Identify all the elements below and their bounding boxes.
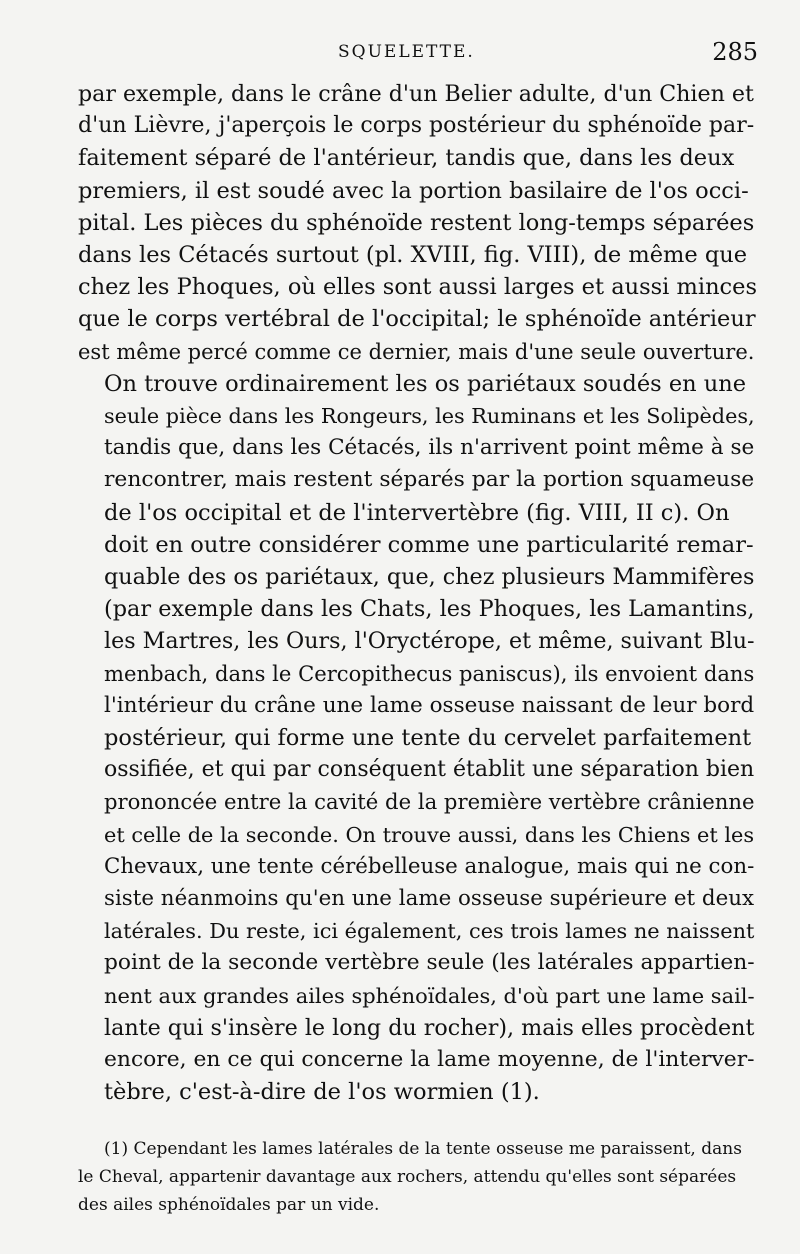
text-line: rencontrer, mais restent séparés par la portion squameuse (104, 467, 755, 493)
paragraph-1 (78, 78, 758, 368)
text-line: On trouve ordinairement les os pariétaux soudés en une (104, 370, 747, 397)
text-line: nent aux grandes ailes sphénoïdales, d'où part une lame sail- (104, 983, 755, 1008)
text-line: menbach, dans le Cercopithecus paniscus), ils envoient dans (104, 660, 755, 686)
footnote-line: des ailes sphénoïdales par un vide. (78, 1195, 380, 1215)
text-line: par exemple, dans le crâne d'un Belier adulte, d'un Chien et (78, 81, 754, 107)
paragraph-2 (78, 368, 758, 1109)
text-line: quable des os pariétaux, que, chez plusieurs Mammifères (104, 564, 755, 591)
text-line: premiers, il est soudé avec la portion basilaire de l'os occi- (78, 177, 749, 204)
text-line: seule pièce dans les Rongeurs, les Ruminans et les Solipèdes, (104, 404, 755, 429)
text-line: (par exemple dans les Chats, les Phoques, les Lamantins, (104, 596, 755, 623)
text-line: latérales. Du reste, ici également, ces trois lames ne naissent (104, 919, 755, 944)
text-line: d'un Lièvre, j'aperçois le corps postérieur du sphénoïde par- (78, 113, 755, 139)
text-line: lante qui s'insère le long du rocher), mais elles procèdent (104, 1014, 755, 1041)
text-line: que le corps vertébral de l'occipital; le sphénoïde antérieur (78, 306, 756, 333)
text-line: pital. Les pièces du sphénoïde restent long-temps séparées (78, 209, 755, 236)
page-number: 285 (712, 38, 758, 66)
text-line: tèbre, c'est-à-dire de l'os wormien (1). (104, 1079, 540, 1106)
text-line: doit en outre considérer comme une particularité remar- (104, 531, 754, 558)
text-line: point de la seconde vertèbre seule (les latérales appartien- (104, 950, 755, 976)
text-line: faitement séparé de l'antérieur, tandis que, dans les deux (78, 145, 735, 172)
footnote-line: le Cheval, appartenir davantage aux rochers, attendu qu'elles sont séparées (78, 1167, 737, 1187)
text-line: chez les Phoques, où elles sont aussi larges et aussi minces (78, 274, 758, 301)
footnote-line: (1) Cependant les lames latérales de la tente osseuse me paraissent, dans (104, 1139, 742, 1159)
running-head: SQUELETTE. (338, 42, 475, 62)
text-line: prononcée entre la cavité de la première vertèbre crânienne (104, 789, 755, 815)
text-line: tandis que, dans les Cétacés, ils n'arrivent point même à se (104, 435, 755, 461)
text-line: dans les Cétacés surtout (pl. XVIII, fig. VIII), de même que (78, 242, 748, 269)
text-line: l'intérieur du crâne une lame osseuse naissant de leur bord (104, 692, 755, 718)
text-line: de l'os occipital et de l'intervertèbre (fig. VIII, II c). On (104, 499, 730, 526)
text-line: postérieur, qui forme une tente du cervelet parfaitement (104, 725, 752, 752)
text-line: ossifiée, et qui par conséquent établit une séparation bien (104, 757, 755, 783)
page-header (0, 38, 800, 68)
text-line: est même percé comme ce dernier, mais d'une seule ouverture. (78, 339, 755, 364)
body-text (78, 78, 758, 1109)
text-line: siste néanmoins qu'en une lame osseuse supérieure et deux (104, 886, 755, 912)
text-line: et celle de la seconde. On trouve aussi, dans les Chiens et les (104, 822, 755, 847)
text-line: Chevaux, une tente cérébelleuse analogue, mais qui ne con- (104, 853, 755, 879)
text-line: les Martres, les Ours, l'Oryctérope, et même, suivant Blu- (104, 628, 755, 655)
text-line: encore, en ce qui concerne la lame moyenne, de l'interver- (104, 1047, 755, 1073)
footnote (78, 1135, 758, 1219)
